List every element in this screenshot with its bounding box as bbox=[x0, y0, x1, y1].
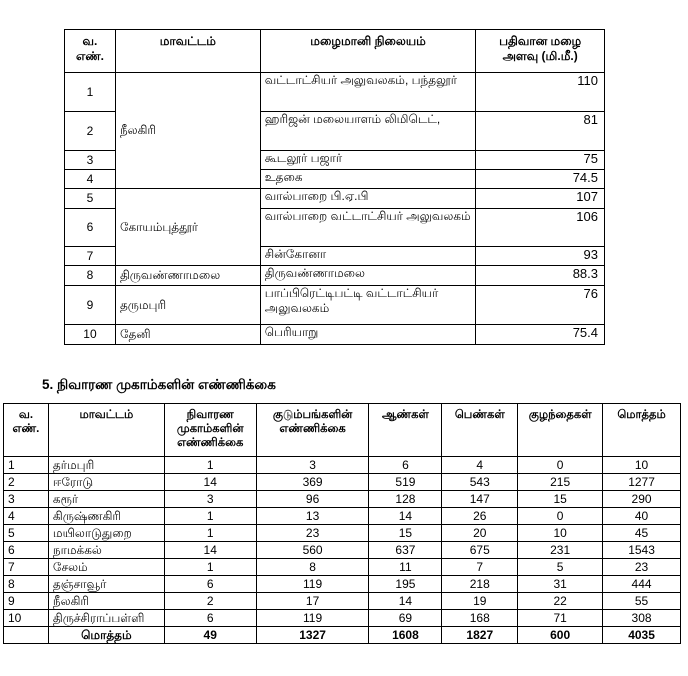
total-count: 10 bbox=[603, 457, 681, 474]
camps-count: 1 bbox=[164, 559, 256, 576]
women-count: 4 bbox=[442, 457, 518, 474]
col-header-children: குழந்தைகள் bbox=[518, 404, 603, 457]
district-name: திருச்சிராப்பள்ளி bbox=[48, 610, 164, 627]
women-count: 26 bbox=[442, 508, 518, 525]
table-row bbox=[4, 559, 681, 576]
women-count: 675 bbox=[442, 542, 518, 559]
col-header-serial: வ. எண். bbox=[4, 404, 49, 457]
station-name: வால்பாறை பி.ஏ.பி bbox=[260, 189, 476, 209]
serial-number: 8 bbox=[65, 266, 116, 286]
district-name: திருவண்ணாமலை bbox=[115, 266, 260, 286]
families-count: 369 bbox=[256, 474, 369, 491]
relief-camps-table bbox=[3, 403, 681, 644]
serial-number: 6 bbox=[4, 542, 49, 559]
total-count: 1277 bbox=[603, 474, 681, 491]
men-count: 15 bbox=[369, 525, 442, 542]
children-count: 215 bbox=[518, 474, 603, 491]
district-name: தேனி bbox=[115, 325, 260, 345]
table-row bbox=[4, 542, 681, 559]
serial-number: 3 bbox=[65, 151, 116, 170]
rainfall-value: 75 bbox=[476, 151, 605, 170]
table-row bbox=[4, 576, 681, 593]
district-name: மயிலாடுதுறை bbox=[48, 525, 164, 542]
total-count: 308 bbox=[603, 610, 681, 627]
col-header-district: மாவட்டம் bbox=[48, 404, 164, 457]
table-row bbox=[65, 189, 605, 209]
families-count: 17 bbox=[256, 593, 369, 610]
station-name: திருவண்ணாமலை bbox=[260, 266, 476, 286]
station-name: உதகை bbox=[260, 170, 476, 189]
total-label: மொத்தம் bbox=[48, 627, 164, 644]
serial-number: 10 bbox=[65, 325, 116, 345]
col-header-serial: வ. எண். bbox=[65, 30, 116, 73]
rainfall-value: 74.5 bbox=[476, 170, 605, 189]
relief-table-header bbox=[4, 404, 681, 457]
table-row bbox=[65, 73, 605, 112]
district-name: நாமக்கல் bbox=[48, 542, 164, 559]
rainfall-value: 106 bbox=[476, 209, 605, 247]
women-count: 147 bbox=[442, 491, 518, 508]
families-count: 23 bbox=[256, 525, 369, 542]
camps-count: 1 bbox=[164, 457, 256, 474]
rainfall-value: 75.4 bbox=[476, 325, 605, 345]
men-count: 637 bbox=[369, 542, 442, 559]
district-name: தஞ்சாவூர் bbox=[48, 576, 164, 593]
district-name: சேலம் bbox=[48, 559, 164, 576]
serial-number: 3 bbox=[4, 491, 49, 508]
women-count: 20 bbox=[442, 525, 518, 542]
women-count: 168 bbox=[442, 610, 518, 627]
men-count: 128 bbox=[369, 491, 442, 508]
total-row-blank bbox=[4, 627, 49, 644]
district-name: கிருஷ்ணகிரி bbox=[48, 508, 164, 525]
district-name: நீலகிரி bbox=[115, 73, 260, 189]
children-count: 71 bbox=[518, 610, 603, 627]
camps-count: 6 bbox=[164, 576, 256, 593]
section-heading-relief-camps: 5. நிவாரண முகாம்களின் எண்ணிக்கை bbox=[42, 377, 276, 392]
total-row bbox=[4, 627, 681, 644]
camps-count: 2 bbox=[164, 593, 256, 610]
district-name: ஈரோடு bbox=[48, 474, 164, 491]
table-row bbox=[65, 325, 605, 345]
rainfall-table bbox=[64, 29, 605, 345]
total-count: 55 bbox=[603, 593, 681, 610]
rainfall-table-header bbox=[65, 30, 605, 73]
rainfall-value: 81 bbox=[476, 112, 605, 151]
district-name: கரூர் bbox=[48, 491, 164, 508]
rainfall-value: 88.3 bbox=[476, 266, 605, 286]
children-count: 10 bbox=[518, 525, 603, 542]
serial-number: 1 bbox=[65, 73, 116, 112]
children-count: 22 bbox=[518, 593, 603, 610]
table-row bbox=[4, 457, 681, 474]
table-row bbox=[4, 610, 681, 627]
serial-number: 4 bbox=[65, 170, 116, 189]
children-count: 231 bbox=[518, 542, 603, 559]
camps-count: 1 bbox=[164, 508, 256, 525]
serial-number: 1 bbox=[4, 457, 49, 474]
serial-number: 4 bbox=[4, 508, 49, 525]
station-name: பெரியாறு bbox=[260, 325, 476, 345]
families-count: 96 bbox=[256, 491, 369, 508]
col-header-men: ஆண்கள் bbox=[369, 404, 442, 457]
children-count: 5 bbox=[518, 559, 603, 576]
total-camps: 49 bbox=[164, 627, 256, 644]
col-header-families: குடும்பங்களின் எண்ணிக்கை bbox=[256, 404, 369, 457]
families-count: 119 bbox=[256, 576, 369, 593]
rainfall-value: 110 bbox=[476, 73, 605, 112]
men-count: 14 bbox=[369, 508, 442, 525]
women-count: 7 bbox=[442, 559, 518, 576]
table-row bbox=[4, 525, 681, 542]
station-name: வால்பாறை வட்டாட்சியர் அலுவலகம் bbox=[260, 209, 476, 247]
table-row bbox=[4, 474, 681, 491]
families-count: 560 bbox=[256, 542, 369, 559]
total-count: 1543 bbox=[603, 542, 681, 559]
station-name: கூடலூர் பஜார் bbox=[260, 151, 476, 170]
table-row bbox=[4, 491, 681, 508]
serial-number: 10 bbox=[4, 610, 49, 627]
camps-count: 14 bbox=[164, 474, 256, 491]
station-name: வட்டாட்சியர் அலுவலகம், பந்தலூர் bbox=[260, 73, 476, 112]
grand-total: 4035 bbox=[603, 627, 681, 644]
women-count: 218 bbox=[442, 576, 518, 593]
district-name: நீலகிரி bbox=[48, 593, 164, 610]
serial-number: 5 bbox=[4, 525, 49, 542]
camps-count: 1 bbox=[164, 525, 256, 542]
table-row bbox=[4, 593, 681, 610]
total-count: 23 bbox=[603, 559, 681, 576]
total-count: 40 bbox=[603, 508, 681, 525]
rainfall-value: 76 bbox=[476, 286, 605, 325]
children-count: 15 bbox=[518, 491, 603, 508]
men-count: 519 bbox=[369, 474, 442, 491]
families-count: 3 bbox=[256, 457, 369, 474]
camps-count: 6 bbox=[164, 610, 256, 627]
women-count: 19 bbox=[442, 593, 518, 610]
men-count: 6 bbox=[369, 457, 442, 474]
rainfall-value: 93 bbox=[476, 247, 605, 266]
serial-number: 7 bbox=[4, 559, 49, 576]
col-header-station: மழைமானி நிலையம் bbox=[260, 30, 476, 73]
table-row bbox=[65, 266, 605, 286]
serial-number: 9 bbox=[4, 593, 49, 610]
district-name: தருமபுரி bbox=[115, 286, 260, 325]
men-count: 11 bbox=[369, 559, 442, 576]
men-count: 14 bbox=[369, 593, 442, 610]
station-name: சின்கோனா bbox=[260, 247, 476, 266]
families-count: 8 bbox=[256, 559, 369, 576]
total-families: 1327 bbox=[256, 627, 369, 644]
total-women: 1827 bbox=[442, 627, 518, 644]
col-header-camps: நிவாரண முகாம்களின் எண்ணிக்கை bbox=[164, 404, 256, 457]
total-count: 444 bbox=[603, 576, 681, 593]
district-name: தர்மபுரி bbox=[48, 457, 164, 474]
total-count: 290 bbox=[603, 491, 681, 508]
women-count: 543 bbox=[442, 474, 518, 491]
children-count: 0 bbox=[518, 508, 603, 525]
station-name: பாப்பிரெட்டிபட்டி வட்டாட்சியர் அலுவலகம் bbox=[260, 286, 476, 325]
table-row bbox=[65, 286, 605, 325]
children-count: 0 bbox=[518, 457, 603, 474]
families-count: 13 bbox=[256, 508, 369, 525]
camps-count: 3 bbox=[164, 491, 256, 508]
station-name: ஹரிஜன் மலையாளம் லிமிடெட், bbox=[260, 112, 476, 151]
camps-count: 14 bbox=[164, 542, 256, 559]
total-count: 45 bbox=[603, 525, 681, 542]
serial-number: 2 bbox=[4, 474, 49, 491]
col-header-rainfall: பதிவான மழை அளவு (மி.மீ.) bbox=[476, 30, 605, 73]
serial-number: 9 bbox=[65, 286, 116, 325]
col-header-total: மொத்தம் bbox=[603, 404, 681, 457]
serial-number: 5 bbox=[65, 189, 116, 209]
serial-number: 7 bbox=[65, 247, 116, 266]
total-children: 600 bbox=[518, 627, 603, 644]
serial-number: 6 bbox=[65, 209, 116, 247]
rainfall-value: 107 bbox=[476, 189, 605, 209]
relief-table-body bbox=[4, 457, 681, 644]
families-count: 119 bbox=[256, 610, 369, 627]
serial-number: 2 bbox=[65, 112, 116, 151]
serial-number: 8 bbox=[4, 576, 49, 593]
table-row bbox=[4, 508, 681, 525]
men-count: 195 bbox=[369, 576, 442, 593]
col-header-district: மாவட்டம் bbox=[115, 30, 260, 73]
col-header-women: பெண்கள் bbox=[442, 404, 518, 457]
men-count: 69 bbox=[369, 610, 442, 627]
total-men: 1608 bbox=[369, 627, 442, 644]
district-name: கோயம்புத்தூர் bbox=[115, 189, 260, 266]
children-count: 31 bbox=[518, 576, 603, 593]
